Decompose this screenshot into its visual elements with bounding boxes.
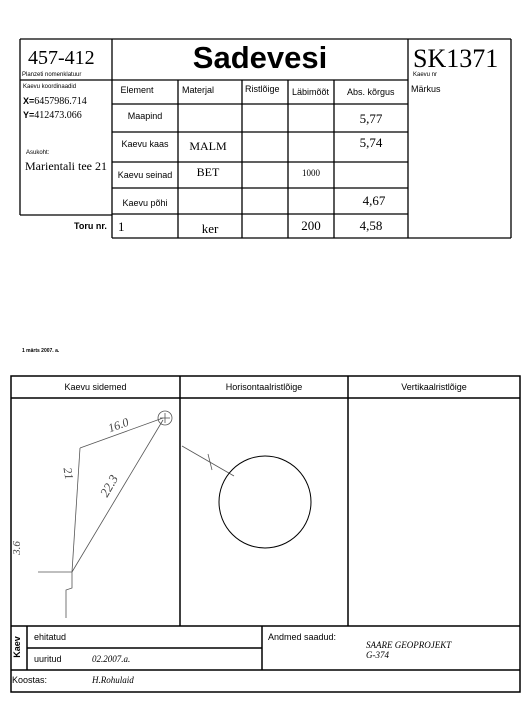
data-from-line2: G-374 <box>366 650 389 660</box>
row-element: Kaevu seinad <box>117 170 173 180</box>
row-diameter: 1000 <box>302 168 320 178</box>
measured-value: 02.2007.a. <box>92 654 131 664</box>
measured-label: uuritud <box>34 654 62 664</box>
row-altitude: 5,74 <box>359 135 383 150</box>
well-number-label: Kaevu nr <box>413 72 438 78</box>
coord-x <box>23 96 87 107</box>
nomenclature-label: Planzeti nomenklatuur <box>22 72 82 78</box>
row-element: Kaevu kaas <box>121 139 169 149</box>
built-label: ehitatud <box>34 632 67 642</box>
row-material: MALM <box>189 138 227 153</box>
pipe-number: 1 <box>118 219 125 234</box>
col3-title: Vertikaalristlõige <box>401 382 467 392</box>
coord-y <box>23 110 82 121</box>
well-number: SK1371 <box>413 44 499 73</box>
coords-label: Kaevu koordinaadid <box>23 84 77 90</box>
row-material: BET <box>196 164 220 179</box>
data-from-label: Andmed saadud: <box>268 632 337 642</box>
coord-y-value: 412473.066 <box>34 110 82 121</box>
row-element: Maapind <box>127 111 163 121</box>
kaev-side-label: Kaev <box>11 636 22 658</box>
col-header-remarks: Märkus <box>411 84 441 94</box>
nomenclature-value: 457-412 <box>28 47 95 69</box>
pipe-altitude: 4,58 <box>359 218 383 233</box>
col2-title: Horisontaalristlõige <box>225 382 303 392</box>
row-altitude: 5,77 <box>359 111 383 126</box>
pipe-diameter: 200 <box>301 218 321 233</box>
compiled-value: H.Rohulaid <box>92 675 134 685</box>
coord-y-prefix: Y= <box>23 110 35 120</box>
compiled-label: Koostas: <box>12 675 48 685</box>
pipe-material: ker <box>201 221 219 236</box>
distance-label-b: 21 <box>60 466 77 481</box>
pipe-label: Toru nr. <box>74 221 107 231</box>
data-from-line1: SAARE GEOPROJEKT <box>366 640 452 650</box>
page-title: Sadevesi <box>192 40 328 75</box>
print-date: 1 märts 2007. a. <box>22 348 60 354</box>
location-label: Asukoht: <box>26 150 50 156</box>
coord-x-value: 6457986.714 <box>34 96 87 107</box>
distance-label-d: 3.6 <box>10 541 23 555</box>
distance-label-a: 16.0 <box>106 414 131 436</box>
manhole-circle <box>219 456 311 548</box>
col-header-section: Ristlõige <box>245 84 280 94</box>
pipe-section <box>242 214 288 238</box>
col-header-diameter: Läbimõõt <box>292 87 330 97</box>
col-header-element: Element <box>120 85 154 95</box>
row-altitude: 4,67 <box>362 193 386 208</box>
col-header-material: Materjal <box>182 85 215 95</box>
row-element: Kaevu põhi <box>122 198 168 208</box>
col1-title: Kaevu sidemed <box>64 382 127 392</box>
location-address: Marientali tee 21 <box>25 159 107 173</box>
coord-x-prefix: X= <box>23 96 35 106</box>
distance-label-c: 22.3 <box>96 472 122 500</box>
connections-sketch <box>38 411 234 618</box>
col-header-altitude: Abs. kõrgus <box>347 87 395 97</box>
